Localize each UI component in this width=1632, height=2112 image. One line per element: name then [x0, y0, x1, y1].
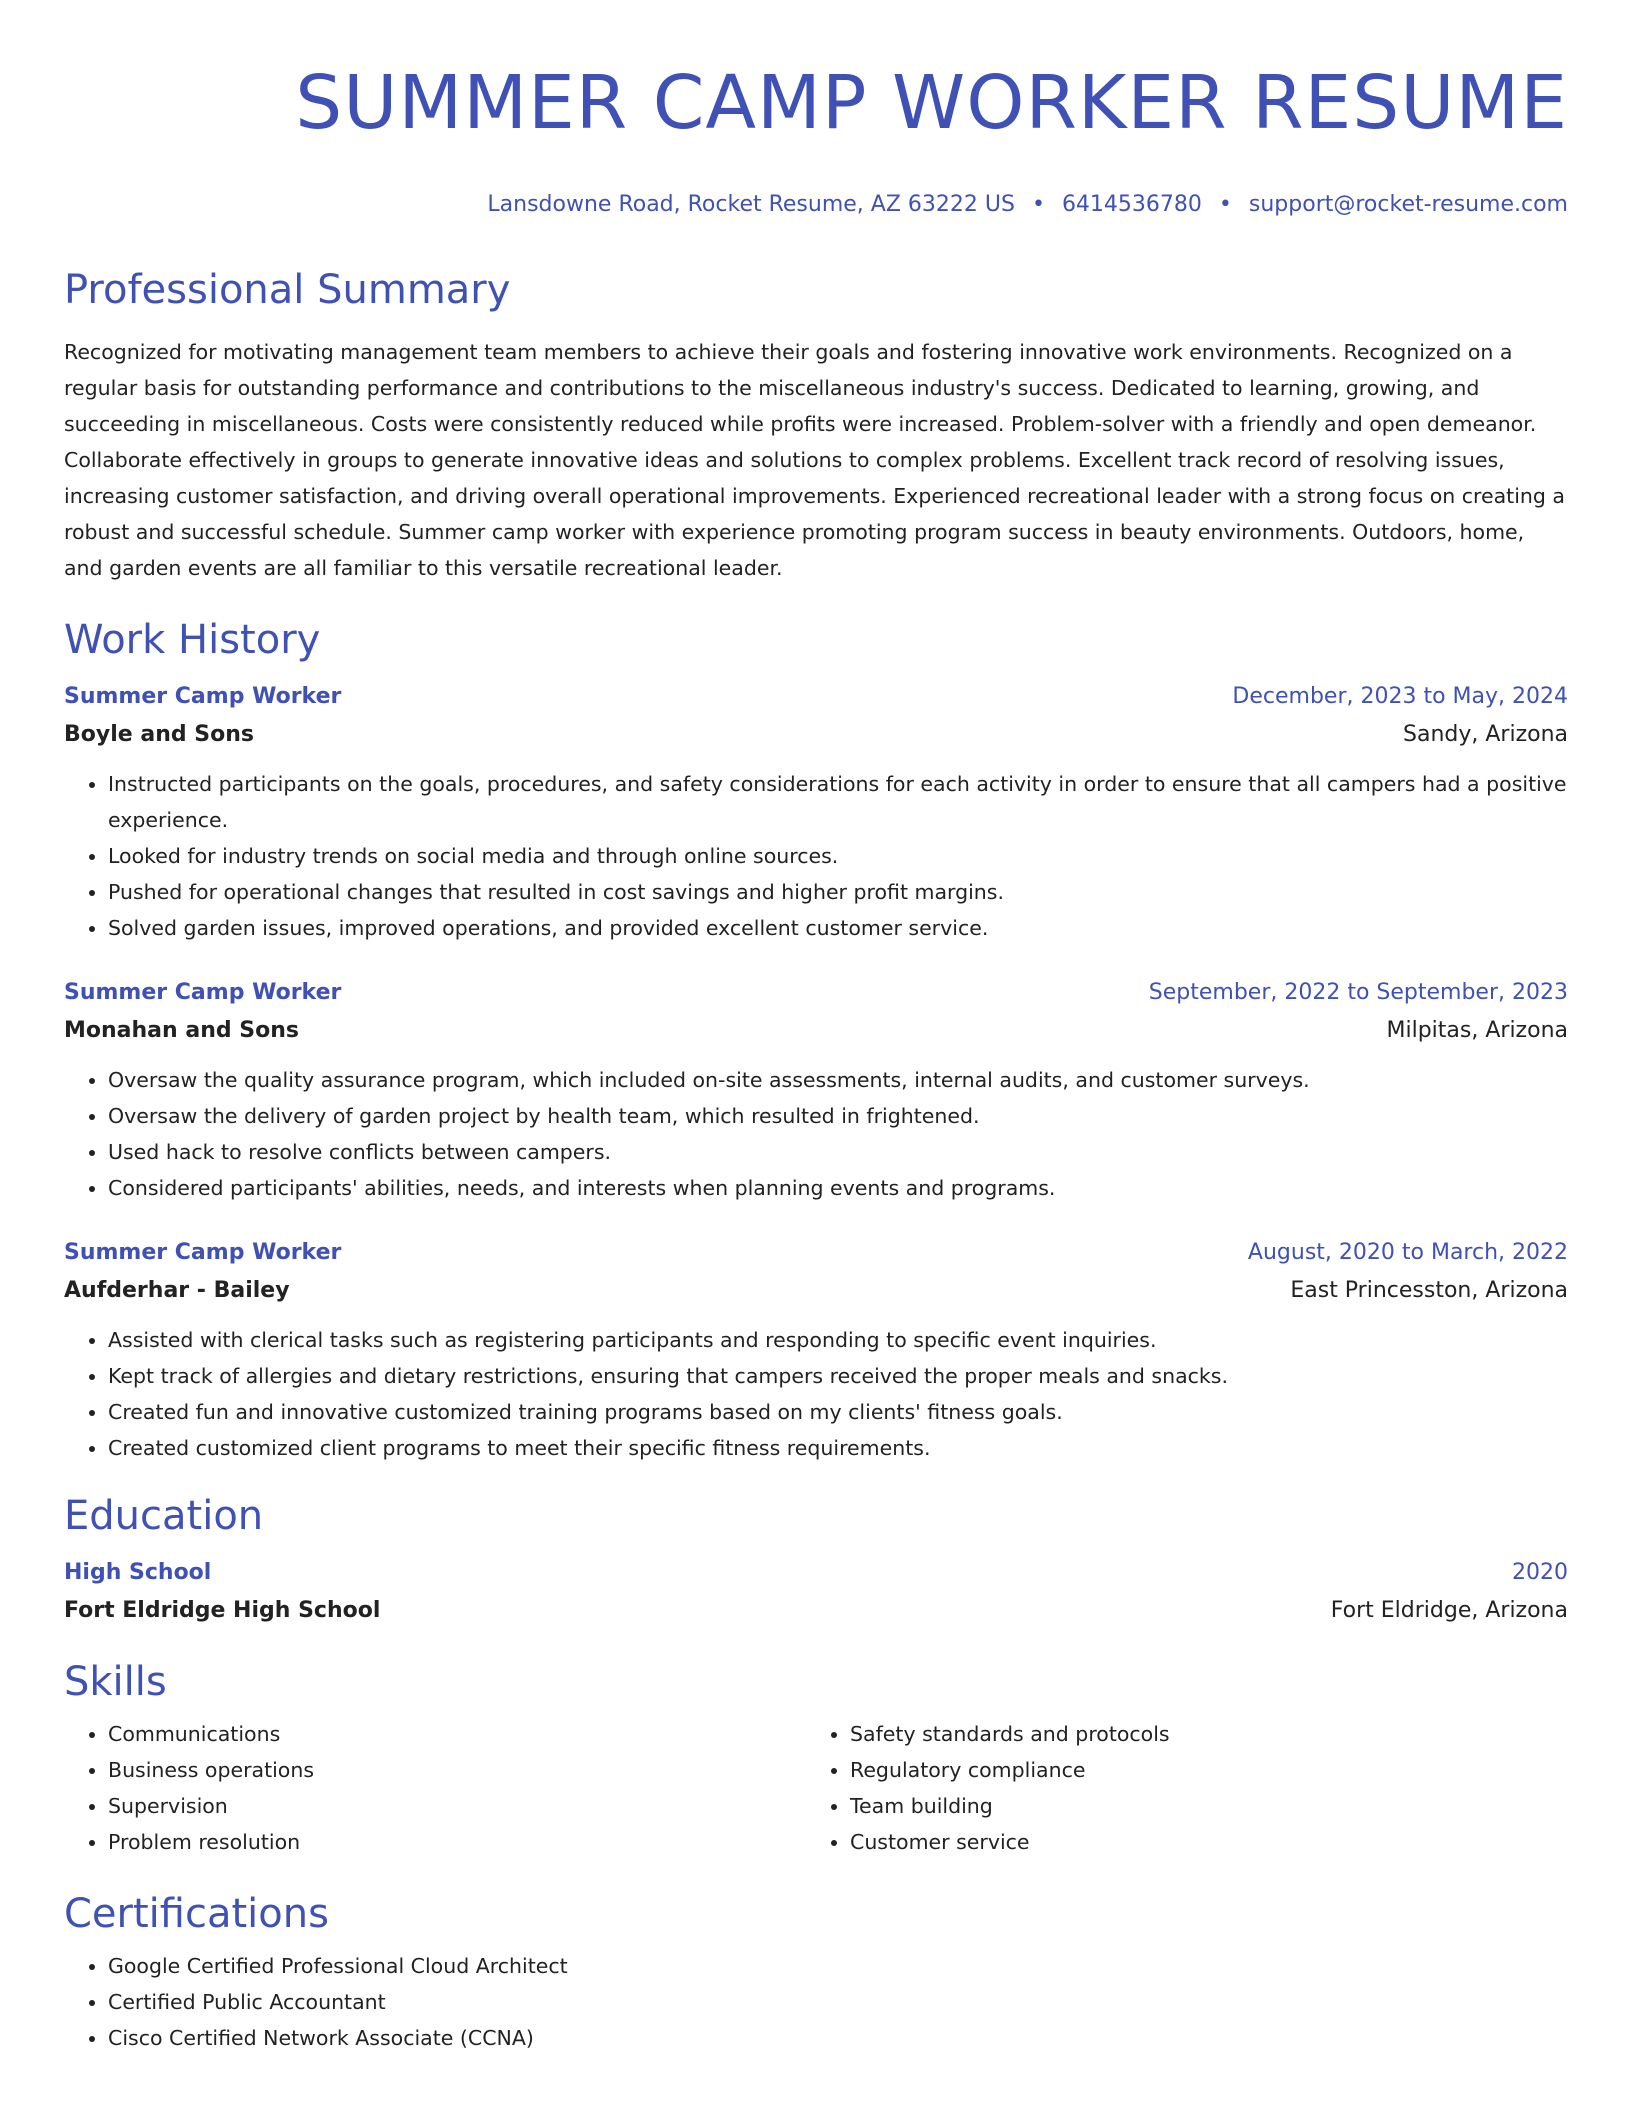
resume-title: SUMMER CAMP WORKER RESUME — [295, 60, 1568, 146]
section-title-education: Education — [64, 1493, 264, 1539]
job-bullet: • Solved garden issues, improved operations, and provided excellent customer service. — [108, 910, 1568, 946]
job-location: Sandy, Arizona — [1403, 722, 1568, 747]
job-bullet: • Kept track of allergies and dietary restrictions, ensuring that campers received the proper meals and snacks. — [108, 1358, 1568, 1394]
job-company: Monahan and Sons — [64, 1018, 299, 1043]
job-bullets — [64, 1322, 1568, 1466]
education-location: Fort Eldridge, Arizona — [1330, 1598, 1568, 1623]
certification-item: • Google Certified Professional Cloud Architect — [108, 1948, 1568, 1984]
job-bullet: • Pushed for operational changes that resulted in cost savings and higher profit margins. — [108, 874, 1568, 910]
job-entry — [64, 974, 1568, 1206]
contact-email[interactable]: support@rocket-resume.com — [1248, 192, 1568, 217]
job-bullet: • Oversaw the delivery of garden project by health team, which resulted in frightened. — [108, 1098, 1568, 1134]
job-location: Milpitas, Arizona — [1386, 1018, 1568, 1043]
job-bullet: • Oversaw the quality assurance program, which included on-site assessments, internal audits, and customer surveys. — [108, 1062, 1568, 1098]
job-dates: September, 2022 to September, 2023 — [1148, 980, 1568, 1005]
skills-column-right — [806, 1716, 1548, 1860]
education-school: Fort Eldridge High School — [64, 1598, 381, 1623]
contact-separator: • — [1218, 192, 1232, 217]
section-title-skills: Skills — [64, 1659, 167, 1705]
job-bullet: • Considered participants' abilities, needs, and interests when planning events and programs. — [108, 1170, 1568, 1206]
job-bullet: • Used hack to resolve conflicts between campers. — [108, 1134, 1568, 1170]
job-bullets — [64, 1062, 1568, 1206]
resume-page — [64, 0, 1568, 2077]
education-degree: High School — [64, 1560, 212, 1585]
summary-text: Recognized for motivating management team members to achieve their goals and fostering innovative work environments. Recognized on a regular basis for outstanding performance and contributions to the miscellaneous industry's success. Dedicated to learning, growing, and succeeding in miscellaneous. Costs were consistently reduced while profits were increased. Problem-solver with a friendly and open demeanor. Collaborate effectively in groups to generate innovative ideas and solutions to complex problems. Excellent track record of resolving issues, increasing customer satisfaction, and driving overall operational improvements. Experienced recreational leader with a strong focus on creating a robust and successful schedule. Summer camp worker with experience promoting program success in beauty environments. Outdoors, home, and garden events are all familiar to this versatile recreational leader. — [64, 340, 1565, 580]
job-bullets — [64, 766, 1568, 946]
job-company: Aufderhar - Bailey — [64, 1278, 290, 1303]
job-entry — [64, 678, 1568, 946]
contact-line — [64, 190, 1568, 220]
education-entry — [64, 1554, 1568, 1630]
job-location: East Princesston, Arizona — [1290, 1278, 1568, 1303]
certifications-list — [64, 1948, 1568, 2056]
job-bullet: • Looked for industry trends on social media and through online sources. — [108, 838, 1568, 874]
job-company: Boyle and Sons — [64, 722, 254, 747]
skill-item: • Communications — [108, 1716, 806, 1752]
contact-address: Lansdowne Road, Rocket Resume, AZ 63222 US — [487, 192, 1015, 217]
section-title-summary: Professional Summary — [64, 267, 511, 313]
skill-item: • Business operations — [108, 1752, 806, 1788]
job-bullet: • Created customized client programs to meet their specific fitness requirements. — [108, 1430, 1568, 1466]
job-role: Summer Camp Worker — [64, 980, 342, 1005]
job-entry — [64, 1234, 1568, 1466]
skill-item: • Customer service — [850, 1824, 1548, 1860]
certification-item: • Cisco Certified Network Associate (CCNA) — [108, 2020, 1568, 2056]
section-title-work-history: Work History — [64, 617, 321, 663]
skill-item: • Problem resolution — [108, 1824, 806, 1860]
job-bullet: • Assisted with clerical tasks such as registering participants and responding to specific event inquiries. — [108, 1322, 1568, 1358]
job-bullet: • Created fun and innovative customized training programs based on my clients' fitness goals. — [108, 1394, 1568, 1430]
job-dates: December, 2023 to May, 2024 — [1232, 684, 1568, 709]
skill-item: • Team building — [850, 1788, 1548, 1824]
skills-column-left — [64, 1716, 806, 1860]
contact-separator: • — [1031, 192, 1045, 217]
education-year: 2020 — [1512, 1560, 1568, 1585]
skills-list — [64, 1716, 1568, 1860]
skill-item: • Supervision — [108, 1788, 806, 1824]
job-bullet: • Instructed participants on the goals, procedures, and safety considerations for each activity in order to ensure that all campers had a positive experience. — [108, 766, 1568, 838]
job-dates: August, 2020 to March, 2022 — [1247, 1240, 1568, 1265]
skill-item: • Regulatory compliance — [850, 1752, 1548, 1788]
section-title-certifications: Certifications — [64, 1891, 329, 1937]
contact-phone: 6414536780 — [1061, 192, 1202, 217]
job-role: Summer Camp Worker — [64, 1240, 342, 1265]
certification-item: • Certified Public Accountant — [108, 1984, 1568, 2020]
job-role: Summer Camp Worker — [64, 684, 342, 709]
skill-item: • Safety standards and protocols — [850, 1716, 1548, 1752]
